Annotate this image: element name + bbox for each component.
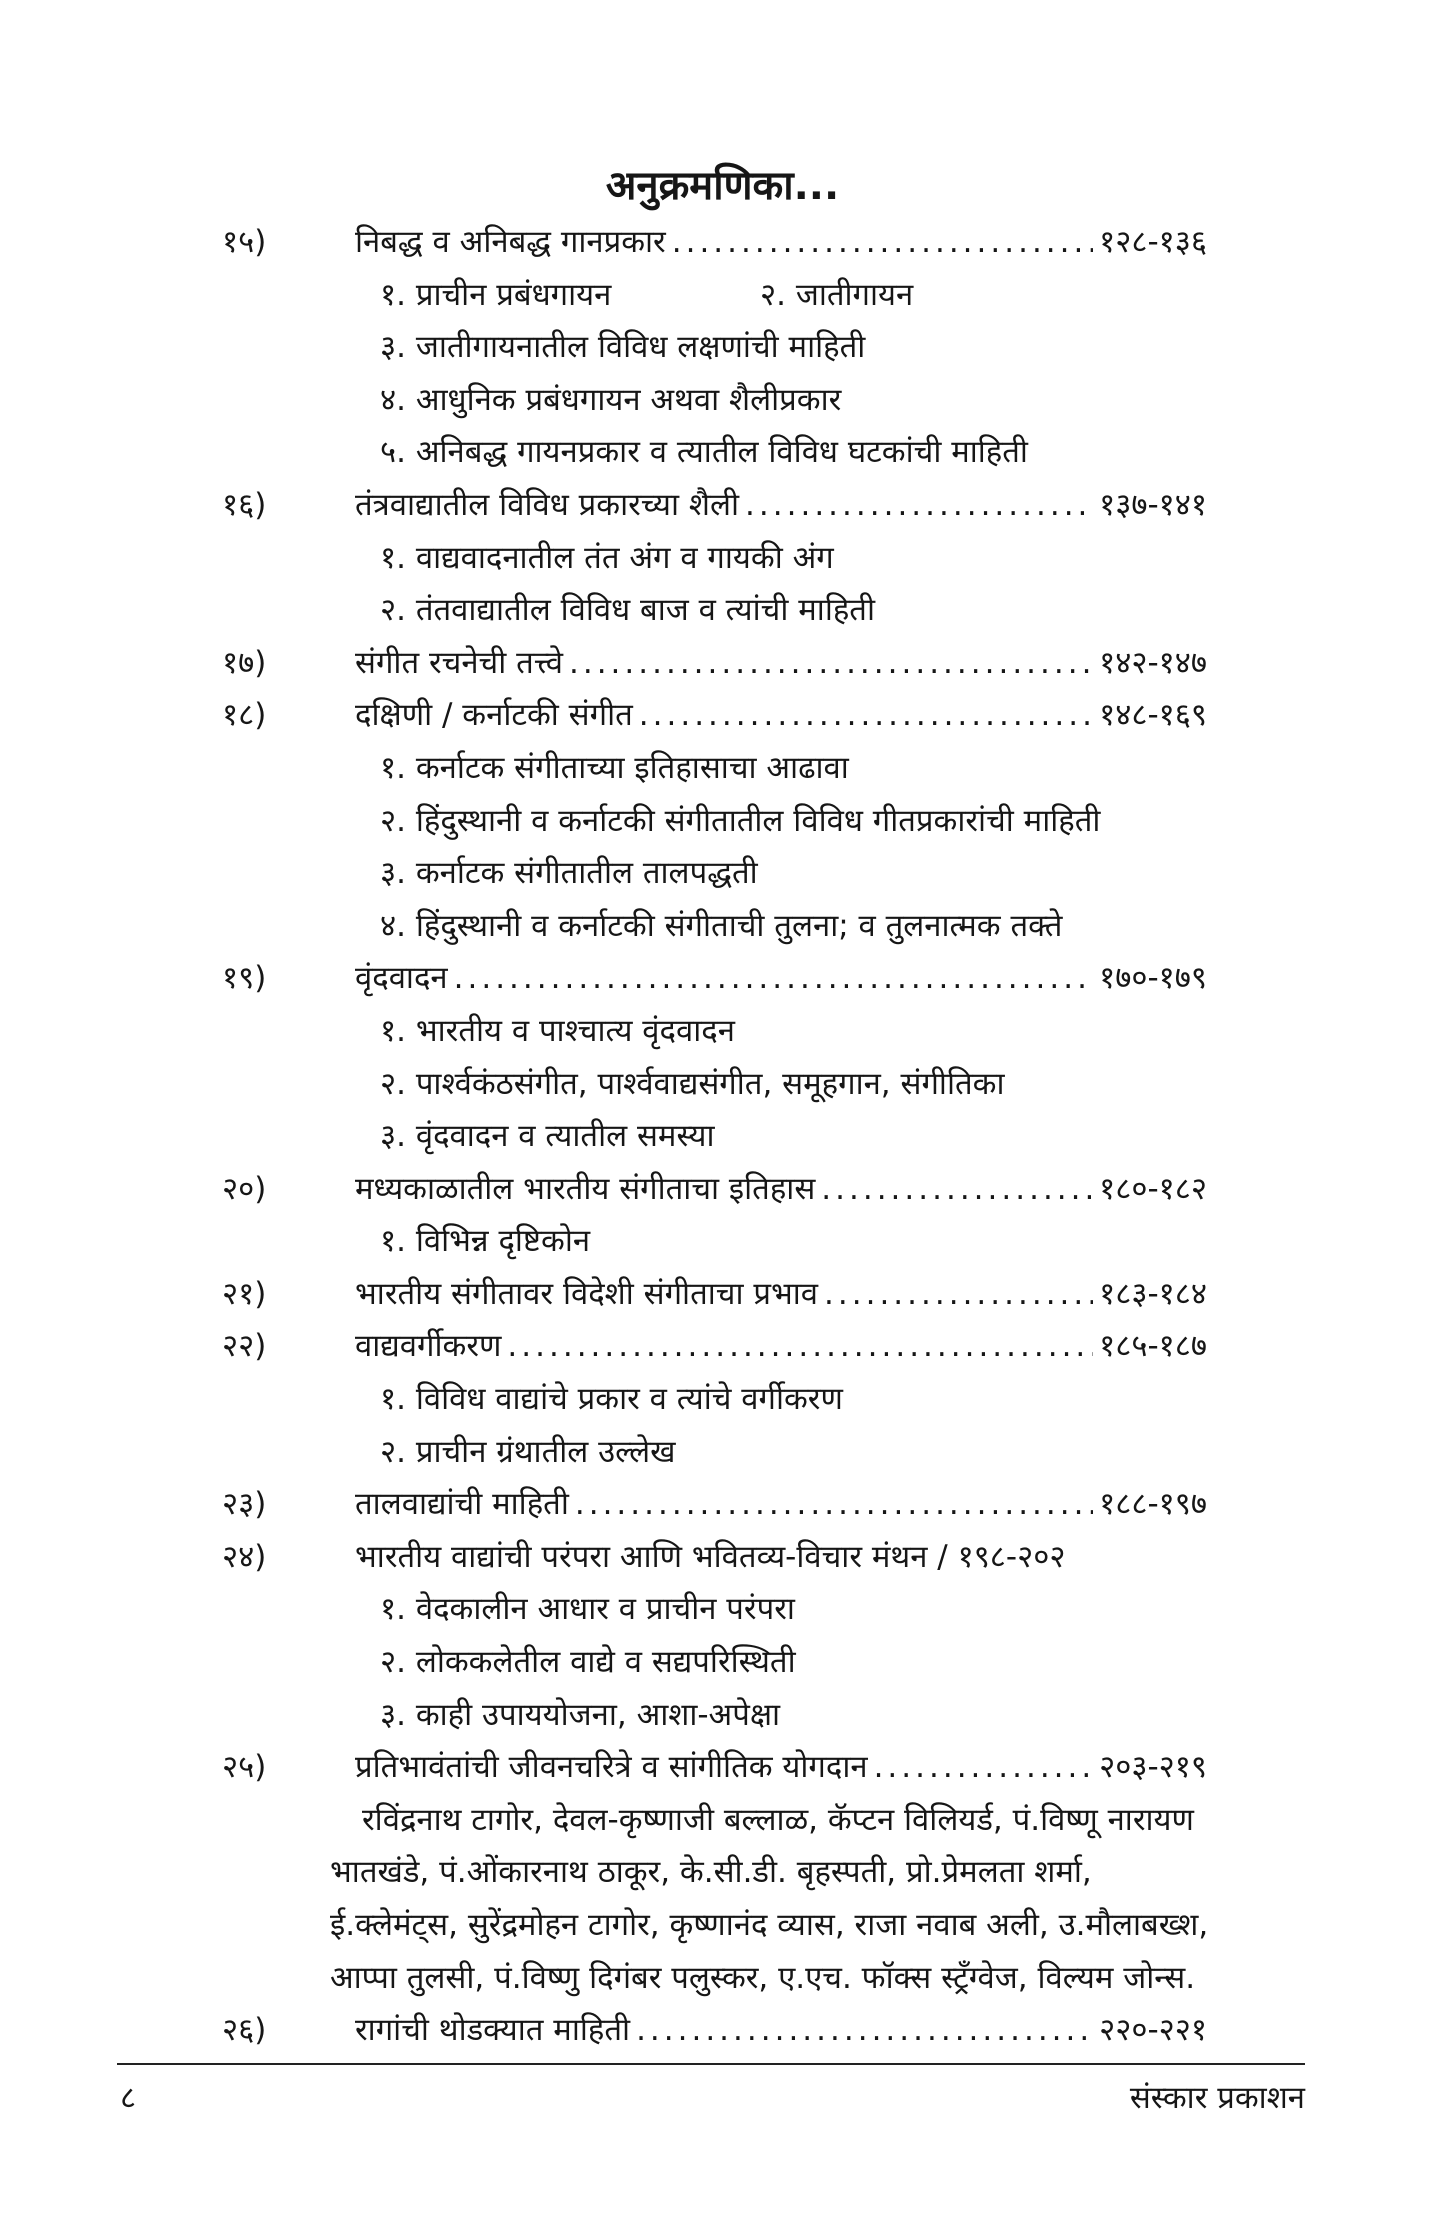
toc-row: [0, 847, 1445, 900]
chapter-number: २४): [222, 1538, 267, 1575]
page-range: १४२-१४७: [1099, 644, 1207, 681]
subtopic: २. हिंदुस्थानी व कर्नाटकी संगीतातील विविध गीतप्रकारांची माहिती: [380, 802, 1101, 839]
dot-leader: [639, 689, 1093, 742]
chapter-number: २१): [222, 1275, 267, 1312]
chapter-title: संगीत रचनेची तत्त्वे: [355, 644, 563, 681]
toc-entry: [355, 952, 1207, 1005]
page-range: १८८-१९७: [1099, 1486, 1207, 1523]
dot-leader: [824, 1268, 1093, 1321]
page-range: १३७-१४१: [1099, 486, 1207, 523]
toc-row: [0, 952, 1445, 1005]
dot-leader: [636, 2004, 1093, 2057]
footer-divider: [117, 2063, 1305, 2065]
toc-entry: [355, 1163, 1207, 1216]
page-range: १७०-१७९: [1099, 960, 1207, 997]
toc-row: [0, 900, 1445, 953]
toc-entry: [355, 1531, 1207, 1584]
toc-row: [0, 1741, 1445, 1794]
toc-entry: [355, 637, 1207, 690]
subtopic: २. प्राचीन ग्रंथातील उल्लेख: [380, 1433, 676, 1470]
toc-row: [0, 1846, 1445, 1899]
biography-names-line: आप्पा तुलसी, पं.विष्णु दिगंबर पलुस्कर, ए.एच. फॉक्स स्ट्रँग्वेज, विल्यम जोन्स.: [330, 1959, 1196, 1996]
toc-row: [0, 1636, 1445, 1689]
page-number: ८: [120, 2080, 137, 2116]
chapter-title: प्रतिभावंतांची जीवनचरित्रे व सांगीतिक योगदान: [355, 1749, 868, 1786]
chapter-number: २३): [222, 1486, 267, 1523]
toc-row: [0, 1320, 1445, 1373]
toc-row: [0, 742, 1445, 795]
chapter-number: २५): [222, 1749, 267, 1786]
dot-leader: [745, 479, 1093, 532]
toc-row: [0, 1583, 1445, 1636]
subtopic: १. वाद्यवादनातील तंत अंग व गायकी अंग: [380, 539, 834, 576]
subtopic: १. प्राचीन प्रबंधगायन: [380, 276, 612, 313]
toc-row: [0, 1163, 1445, 1216]
chapter-number: १९): [222, 960, 267, 997]
chapter-number: १८): [222, 697, 267, 734]
dot-leader: [507, 1320, 1093, 1373]
page-range: १८५-१८७: [1099, 1328, 1207, 1365]
chapter-number: २६): [222, 2012, 267, 2049]
toc-row: [0, 1531, 1445, 1584]
subtopic: २. लोककलेतील वाद्ये व सद्यपरिस्थिती: [380, 1644, 796, 1681]
toc-row: [0, 1899, 1445, 1952]
page-range: १८३-१८४: [1099, 1275, 1207, 1312]
page-title: अनुक्रमणिका...: [605, 163, 840, 209]
chapter-number: २०): [222, 1170, 267, 1207]
toc-row: [0, 795, 1445, 848]
toc-entry: [355, 1478, 1207, 1531]
subtopic: ३. काही उपाययोजना, आशा-अपेक्षा: [380, 1696, 781, 1733]
subtopic: ३. कर्नाटक संगीतातील तालपद्धती: [380, 855, 758, 892]
page-range: १४८-१६९: [1099, 697, 1207, 734]
biography-names-line: भातखंडे, पं.ओंकारनाथ ठाकूर, के.सी.डी. बृहस्पती, प्रो.प्रेमलता शर्मा,: [330, 1854, 1092, 1891]
toc-row: [0, 321, 1445, 374]
subtopic: १. विभिन्न दृष्टिकोन: [380, 1223, 591, 1260]
toc-row: [0, 1005, 1445, 1058]
toc-row: [0, 1426, 1445, 1479]
toc-row: [0, 637, 1445, 690]
toc-row: [0, 1110, 1445, 1163]
publisher-name: संस्कार प्रकाशन: [1129, 2080, 1305, 2116]
subtopic: ३. वृंदवादन व त्यातील समस्या: [380, 1118, 715, 1155]
chapter-title: मध्यकाळातील भारतीय संगीताचा इतिहास: [355, 1170, 816, 1207]
toc-row: [0, 1689, 1445, 1742]
toc-row: [0, 426, 1445, 479]
toc-row: [0, 374, 1445, 427]
subtopic: १. भारतीय व पाश्चात्य वृंदवादन: [380, 1012, 735, 1049]
toc-row: [0, 1215, 1445, 1268]
toc-entry: [355, 2004, 1207, 2057]
toc-row: [0, 1373, 1445, 1426]
toc-entry: [355, 479, 1207, 532]
toc-entry: [355, 216, 1207, 269]
chapter-title: तंत्रवाद्यातील विविध प्रकारच्या शैली: [355, 486, 740, 523]
dot-leader: [575, 1478, 1093, 1531]
toc-row: [0, 216, 1445, 269]
toc-row: [0, 584, 1445, 637]
chapter-title: निबद्ध व अनिबद्ध गानप्रकार: [355, 224, 666, 260]
subtopic: १. वेदकालीन आधार व प्राचीन परंपरा: [380, 1591, 795, 1628]
chapter-number: १५): [222, 224, 267, 260]
chapter-title: भारतीय संगीतावर विदेशी संगीताचा प्रभाव: [355, 1275, 819, 1312]
dot-leader: [569, 637, 1093, 690]
toc-row: [0, 269, 1445, 322]
subtopic: १. कर्नाटक संगीताच्या इतिहासाचा आढावा: [380, 749, 849, 786]
toc-row: [0, 1058, 1445, 1111]
toc-row: [0, 1952, 1445, 2005]
dot-leader: [454, 952, 1093, 1005]
subtopic: ४. हिंदुस्थानी व कर्नाटकी संगीताची तुलना; व तुलनात्मक तक्ते: [380, 907, 1063, 944]
toc-entry: [355, 1320, 1207, 1373]
dot-leader: [821, 1163, 1093, 1216]
page-range: २०३-२१९: [1099, 1749, 1207, 1786]
toc-entry: [355, 1268, 1207, 1321]
table-of-contents: [0, 216, 1445, 2057]
toc-row: [0, 2004, 1445, 2057]
subtopic: १. विविध वाद्यांचे प्रकार व त्यांचे वर्गीकरण: [380, 1381, 843, 1418]
page-range: १२८-१३६: [1099, 224, 1207, 260]
chapter-number: १७): [222, 644, 267, 681]
toc-row: [0, 1478, 1445, 1531]
dot-leader: [672, 216, 1093, 269]
toc-row: [0, 689, 1445, 742]
page-range: २२०-२२१: [1099, 2012, 1207, 2049]
toc-row: [0, 479, 1445, 532]
toc-row: [0, 532, 1445, 585]
biography-names-line: रविंद्रनाथ टागोर, देवल-कृष्णाजी बल्लाळ, कॅप्टन विलियर्ड, पं.विष्णू नारायण: [362, 1801, 1194, 1838]
subtopic: ४. आधुनिक प्रबंधगायन अथवा शैलीप्रकार: [380, 381, 842, 418]
toc-row: [0, 1794, 1445, 1847]
chapter-title: भारतीय वाद्यांची परंपरा आणि भवितव्य-विचार मंथन / १९८-२०२: [355, 1538, 1066, 1575]
subtopic: २. तंतवाद्यातील विविध बाज व त्यांची माहिती: [380, 592, 876, 629]
chapter-title: वृंदवादन: [355, 960, 448, 997]
subtopic: ३. जातीगायनातील विविध लक्षणांची माहिती: [380, 329, 866, 366]
chapter-title: वाद्यवर्गीकरण: [355, 1328, 502, 1365]
page-range: १८०-१८२: [1099, 1170, 1207, 1207]
subtopic: ५. अनिबद्ध गायनप्रकार व त्यातील विविध घटकांची माहिती: [380, 434, 1028, 471]
toc-row: [0, 1268, 1445, 1321]
toc-entry: [355, 689, 1207, 742]
toc-entry: [355, 1741, 1207, 1794]
chapter-number: २२): [222, 1328, 267, 1365]
subtopic: २. जातीगायन: [760, 276, 914, 313]
chapter-number: १६): [222, 486, 267, 523]
chapter-title: दक्षिणी / कर्नाटकी संगीत: [355, 697, 633, 734]
biography-names-line: ई.क्लेमंट्स, सुरेंद्रमोहन टागोर, कृष्णानंद व्यास, राजा नवाब अली, उ.मौलाबख्श,: [330, 1907, 1209, 1943]
dot-leader: [874, 1741, 1094, 1794]
chapter-title: तालवाद्यांची माहिती: [355, 1486, 569, 1523]
subtopic: २. पार्श्वकंठसंगीत, पार्श्ववाद्यसंगीत, समूहगान, संगीतिका: [380, 1065, 1005, 1102]
chapter-title: रागांची थोडक्यात माहिती: [355, 2012, 631, 2049]
